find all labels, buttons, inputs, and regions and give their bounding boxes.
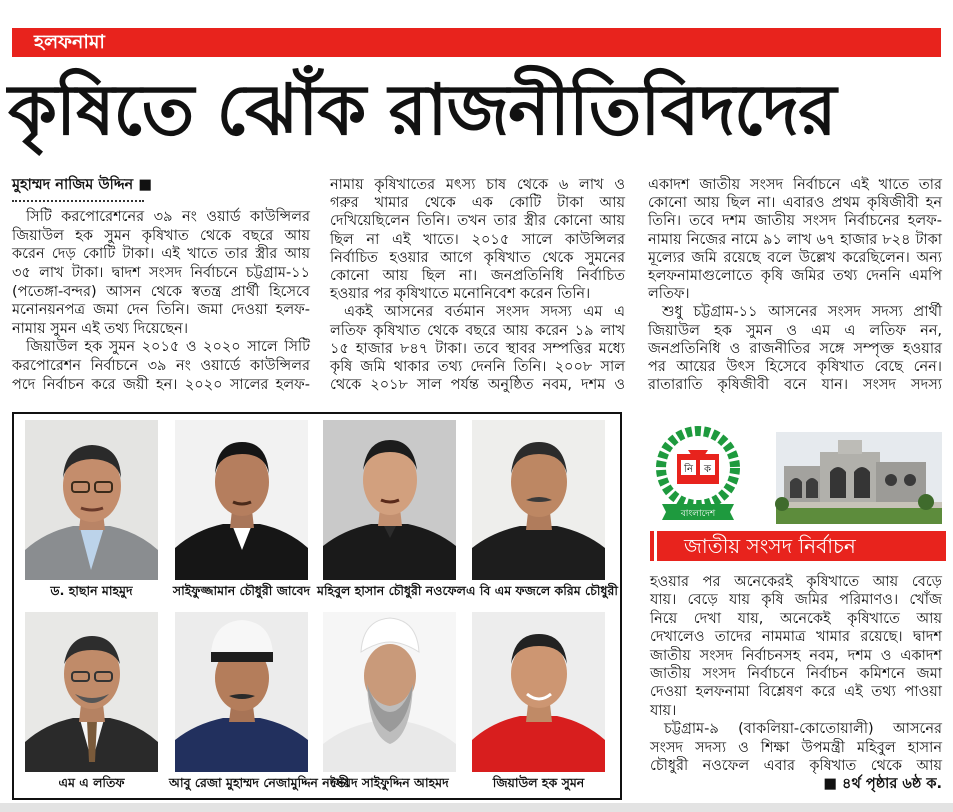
article-column-2 xyxy=(330,176,625,394)
article-line: জিয়াউল হক সুমন ও এম এ লতিফ নন, xyxy=(648,322,942,339)
article-line: দেওয়া হলফনামা বিশ্লেষণ করে এই তথ্য পাওয়া xyxy=(650,684,942,701)
article-line: পর আয়ের উৎস হিসেবে কৃষিখাত বেছে নেন। xyxy=(648,358,942,375)
article-line: দেখালেও তাদের নামমাত্র খামার রয়েছে। দ্বাদশ xyxy=(650,629,942,646)
article-line: জিয়াউল হক সুমন কৃষিখাত থেকে বছরে আয় xyxy=(12,227,310,244)
article-column-1 xyxy=(12,176,310,394)
article-line: কৃষি জমি থাকার তথ্য দেননি তিনি। ২০০৮ সাল xyxy=(330,358,625,375)
portrait-photo xyxy=(175,612,308,772)
article-line: চৌধুরী নওফেল এবার কৃষিখাত থেকে আয় xyxy=(650,757,942,774)
article-line: রাতারাতি কৃষিজীবী বনে যান। সংসদ সদস্য xyxy=(648,377,942,394)
article-line: ৩৫ লাখ টাকা। দ্বাদশ সংসদ নির্বাচনে চট্টগ্রাম-১১ xyxy=(12,264,310,281)
byline: মুহাম্মদ নাজিম উদ্দিন ■ xyxy=(12,177,152,193)
article-line: লতিফ কৃষিখাত থেকে বছরে আয় করেন ১৯ লাখ xyxy=(330,322,625,339)
article-line: হওয়ার পর অনেকেরই কৃষিখাতে আয় বেড়ে xyxy=(650,574,942,590)
portrait-caption: এম এ লতিফ xyxy=(58,775,125,790)
headline: কৃষিতে ঝোঁক রাজনীতিবিদদের xyxy=(8,69,836,151)
portrait-tile xyxy=(172,420,311,600)
article-line: নামায় নিজের নামে ৯১ লাখ ৬৭ হাজার ৮২৪ টাকা xyxy=(648,231,942,248)
article-line: থেকে ২০১৮ সাল পর্যন্ত অনুষ্ঠিত নবম, দশম ও xyxy=(330,377,625,394)
section-label: হলফনামা xyxy=(34,31,105,53)
article-line: গরুর খামার থেকে এক কোটি টাকা আয় xyxy=(330,195,625,212)
article-line: (পতেঙ্গা-বন্দর) আসন থেকে স্বতন্ত্র প্রার্থী হিসেবে xyxy=(12,283,310,300)
portrait-photo xyxy=(175,420,308,580)
article-line: সিটি করপোরেশনের ৩৯ নং ওয়ার্ড কাউন্সিলর xyxy=(26,209,310,225)
portrait-photo xyxy=(25,420,158,580)
article-line: চট্টগ্রাম-৯ (বাকলিয়া-কোতোয়ালী) আসনের xyxy=(664,721,942,738)
article-line: শুধু চট্টগ্রাম-১১ আসনের সংসদ সদস্য প্রার্থী xyxy=(662,304,942,321)
article-line: করপোরেশন নির্বাচনে ৩৯ নং ওয়ার্ডে কাউন্সিলর xyxy=(12,358,310,375)
logo-letter-right: ক xyxy=(704,464,711,475)
article-line: কোনো আয় ছিল না। জনপ্রতিনিধি নির্বাচিত xyxy=(330,267,625,284)
article-line: হওয়ার পর কৃষিখাতে মনোনিবেশ করেন তিনি। xyxy=(330,286,591,303)
portrait-photo xyxy=(472,612,605,772)
article-line: যায়। বেড়ে যায় কৃষি জমির পরিমাণও। খোঁজ xyxy=(650,592,942,609)
portrait-photo xyxy=(472,420,605,580)
portrait-tile xyxy=(25,612,158,792)
portrait-tile xyxy=(323,612,456,792)
article-line: যায়। xyxy=(650,702,677,719)
article-line: জাতীয় সংসদ নির্বাচনসহ নবম, দশম ও একাদশ xyxy=(650,647,942,664)
portrait-photo xyxy=(323,612,456,772)
article-line: জনপ্রতিনিধি ও রাজনীতির সঙ্গে সম্পৃক্ত হওয়ার xyxy=(648,340,942,357)
portrait-caption: মহিবুল হাসান চৌধুরী নওফেল xyxy=(317,583,466,598)
article-line: নিয়ে দেখা যায়, অনেকেই কৃষিখাতে আয় xyxy=(650,610,942,627)
portrait-caption: আবু রেজা মুহাম্মদ নেজামুদ্দিন নদভী xyxy=(169,775,350,790)
portrait-tile xyxy=(472,612,605,792)
portrait-caption: সৈয়দ সাইফুদ্দিন আহমদ xyxy=(330,775,449,790)
portrait-tile xyxy=(25,420,158,600)
logo-letter-left: নি xyxy=(684,464,693,475)
sidebar-column xyxy=(650,573,942,794)
article-line: লতিফ। xyxy=(648,286,690,303)
continuation-note: ■ ৪র্থ পৃষ্ঠার ৬ষ্ঠ ক. xyxy=(823,776,942,793)
article-column-3 xyxy=(648,176,942,394)
portrait-tile xyxy=(169,612,350,792)
byline-divider xyxy=(12,200,144,202)
page-bottom-strip xyxy=(0,803,953,812)
logo-banner-text: বাংলাদেশ xyxy=(680,509,716,519)
article-line: হলফনামাগুলোতে কৃষি জমির তথ্য দেননি এমপি xyxy=(648,267,942,284)
portrait-caption: সাইফুজ্জামান চৌধুরী জাবেদ xyxy=(172,583,311,598)
article-line: তিনি। তবে দশম জাতীয় সংসদ নির্বাচনের হলফ- xyxy=(648,213,942,230)
article-line: দেখিয়েছিলেন তিনি। তখন তার স্ত্রীর কোনো আয় xyxy=(330,213,625,230)
article-line: সংসদ সদস্য ও শিক্ষা উপমন্ত্রী মহিবুল হাসান xyxy=(650,739,942,756)
article-line: কোনো আয় ছিল না। এবারও প্রথম কৃষিজীবী হন xyxy=(648,195,942,212)
article-line: একাদশ জাতীয় সংসদ নির্বাচনে এই খাতে তার xyxy=(648,177,942,193)
portrait-tile xyxy=(317,420,466,600)
portrait-photo xyxy=(323,420,456,580)
article-line: নামায় সুমন এই তথ্য দিয়েছেন। xyxy=(12,320,189,337)
article-line: নামায় কৃষিখাতের মৎস্য চাষ থেকে ৬ লাখ ও xyxy=(330,177,625,193)
article-line: মূল্যের জমি রয়েছে বলে উল্লেখ করেছিলেন। অন্য xyxy=(648,249,942,266)
article-line: করেন দেড় কোটি টাকা। এই খাতে তার স্ত্রীর আয় xyxy=(12,246,310,263)
section-banner xyxy=(12,28,941,57)
article-line: ছিল না এই খাতে। ২০১৫ সালে কাউন্সিলর xyxy=(330,231,625,248)
article-line: একই আসনের বর্তমান সংসদ সদস্য এম এ xyxy=(344,304,625,321)
article-line: মনোনয়নপত্র জমা দেন তিনি। জমা দেওয়া হলফ- xyxy=(12,302,310,319)
election-commission-logo xyxy=(652,424,744,522)
article-line: ১৫ হাজার ৮৪৭ টাকা। তবে স্থাবর সম্পত্তির মধ্যে xyxy=(330,340,625,357)
portrait-tile xyxy=(466,420,618,600)
portrait-caption: ড. হাছান মাহমুদ xyxy=(50,583,133,598)
article-line: নির্বাচিত হওয়ার আগে কৃষিখাত থেকে সুমনের xyxy=(330,249,625,266)
article-line: পদে নির্বাচন করে জয়ী হন। ২০২০ সালের হলফ- xyxy=(12,376,310,393)
article-line: জিয়াউল হক সুমন ২০১৫ ও ২০২০ সালে সিটি xyxy=(26,339,310,356)
article-line: জাতীয় সংসদ নির্বাচনে নির্বাচন কমিশনে জমা xyxy=(650,665,942,682)
parliament-building-image xyxy=(776,432,942,524)
sidebar-heading-banner xyxy=(650,531,946,561)
portrait-caption: এ বি এম ফজলে করিম চৌধুরী xyxy=(466,583,618,598)
portrait-photo xyxy=(25,612,158,772)
sidebar-heading: জাতীয় সংসদ নির্বাচন xyxy=(684,534,856,558)
portrait-caption: জিয়াউল হক সুমন xyxy=(492,775,585,790)
portrait-gallery xyxy=(12,412,622,800)
